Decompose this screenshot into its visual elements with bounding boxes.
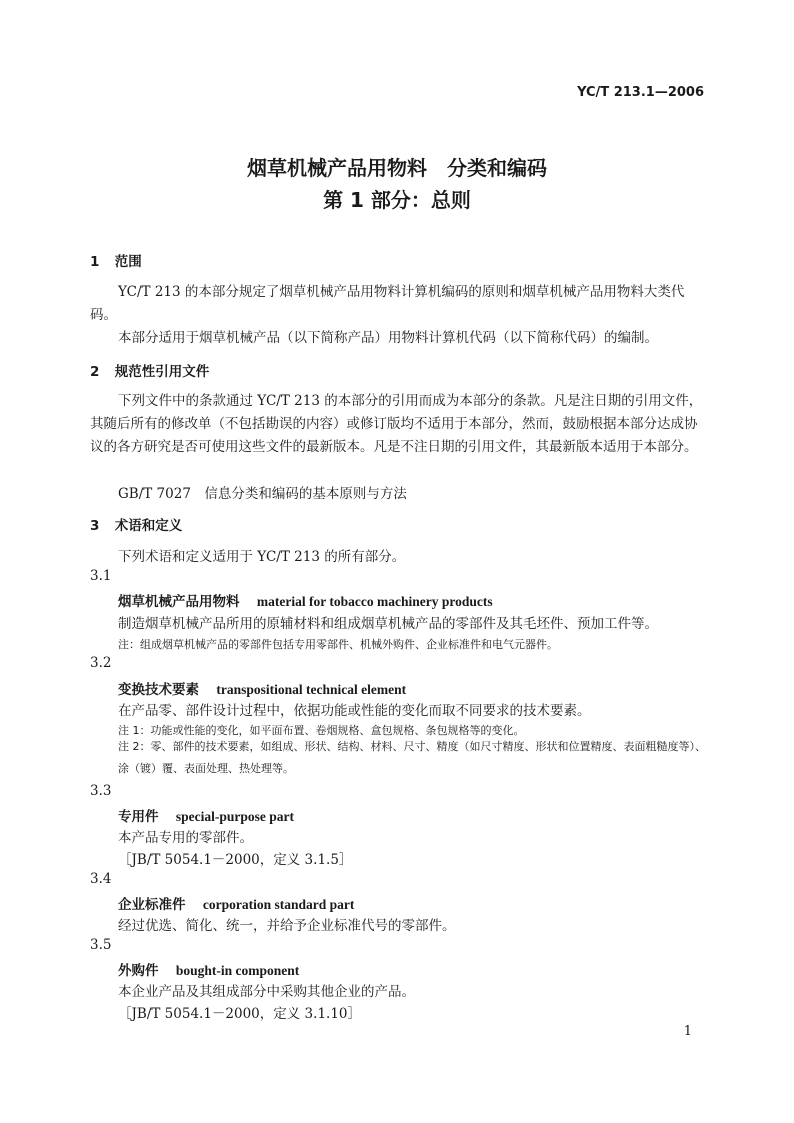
section-2-heading xyxy=(90,360,209,380)
clause-number: 3.5 xyxy=(90,937,112,953)
term-source: ［JB/T 5054.1－2000，定义 3.1.10］ xyxy=(118,1006,361,1022)
section-3-intro: 下列术语和定义适用于 YC/T 213 的所有部分。 xyxy=(118,549,406,565)
term-chinese: 烟草机械产品用物料 xyxy=(118,594,240,610)
term-note-2: 注 2：零、部件的技术要素，如组成、形状、结构、材料、尺寸、精度（如尺寸精度、形状和位置精度、表面粗糙度等）、涂（镀）覆、表面处理、热处理等。 xyxy=(118,740,706,775)
section-1-heading xyxy=(90,250,142,270)
clause-number: 3.2 xyxy=(90,655,112,671)
term-english: bought-in component xyxy=(175,963,300,978)
section-1-paragraph-1: YC/T 213 的本部分规定了烟草机械产品用物料计算机编码的原则和烟草机械产品用物料大类代码。 xyxy=(90,284,685,323)
section-2-paragraph: 下列文件中的条款通过 YC/T 213 的本部分的引用而成为本部分的条款。凡是注日期的引用文件，其随后所有的修改单（不包括勘误的内容）或修订版均不适用于本部分，然而，鼓励根据本部分达成协议的各方研究是否可使用这些文件的最新版本。凡是不注日期的引用文件，其最新版本适用于本部分。 xyxy=(90,393,703,455)
term-heading xyxy=(118,805,294,825)
term-definition: 在产品零、部件设计过程中，依据功能或性能的变化而取不同要求的技术要素。 xyxy=(118,703,591,719)
term-english: special-purpose part xyxy=(175,809,294,824)
term-definition: 制造烟草机械产品所用的原辅材料和组成烟草机械产品的零部件及其毛坯件、预加工件等。 xyxy=(118,616,658,632)
clause-number: 3.3 xyxy=(90,783,112,799)
section-3-heading xyxy=(90,514,182,534)
standard-code: YC/T 213.1—2006 xyxy=(577,85,704,100)
term-english: corporation standard part xyxy=(202,897,355,912)
term-english: transpositional technical element xyxy=(216,682,407,697)
term-chinese: 变换技术要素 xyxy=(118,682,199,698)
clause-number: 3.4 xyxy=(90,871,112,887)
section-1-paragraph-2: 本部分适用于烟草机械产品（以下简称产品）用物料计算机代码（以下简称代码）的编制。 xyxy=(118,330,658,346)
term-note: 注：组成烟草机械产品的零部件包括专用零部件、机械外购件、企业标准件和电气元器件。 xyxy=(118,638,558,651)
clause-number: 3.1 xyxy=(90,568,112,584)
term-chinese: 企业标准件 xyxy=(118,897,186,913)
normative-reference: GB/T 7027 信息分类和编码的基本原则与方法 xyxy=(118,486,407,502)
section-title: 范围 xyxy=(114,254,142,270)
document-title: 烟草机械产品用物料 分类和编码 xyxy=(247,156,547,180)
section-number: 1 xyxy=(90,254,100,270)
section-title: 规范性引用文件 xyxy=(114,364,210,380)
document-subtitle: 第 1 部分：总则 xyxy=(323,188,471,212)
term-source: ［JB/T 5054.1－2000，定义 3.1.5］ xyxy=(118,852,353,868)
term-heading xyxy=(118,678,406,698)
section-title: 术语和定义 xyxy=(114,518,183,534)
term-heading xyxy=(118,893,354,913)
term-definition: 本企业产品及其组成部分中采购其他企业的产品。 xyxy=(118,984,415,1000)
section-number: 3 xyxy=(90,518,100,534)
section-number: 2 xyxy=(90,364,100,380)
term-chinese: 专用件 xyxy=(118,809,159,825)
page-number: 1 xyxy=(683,1024,692,1039)
term-definition: 本产品专用的零部件。 xyxy=(118,830,253,846)
term-chinese: 外购件 xyxy=(118,963,159,979)
term-note-1: 注 1：功能或性能的变化，如平面布置、卷烟规格、盒包规格、条包规格等的变化。 xyxy=(118,724,525,737)
term-english: material for tobacco machinery products xyxy=(256,594,493,609)
term-heading xyxy=(118,590,493,610)
term-heading xyxy=(118,959,299,979)
term-definition: 经过优选、简化、统一，并给予企业标准代号的零部件。 xyxy=(118,918,456,934)
